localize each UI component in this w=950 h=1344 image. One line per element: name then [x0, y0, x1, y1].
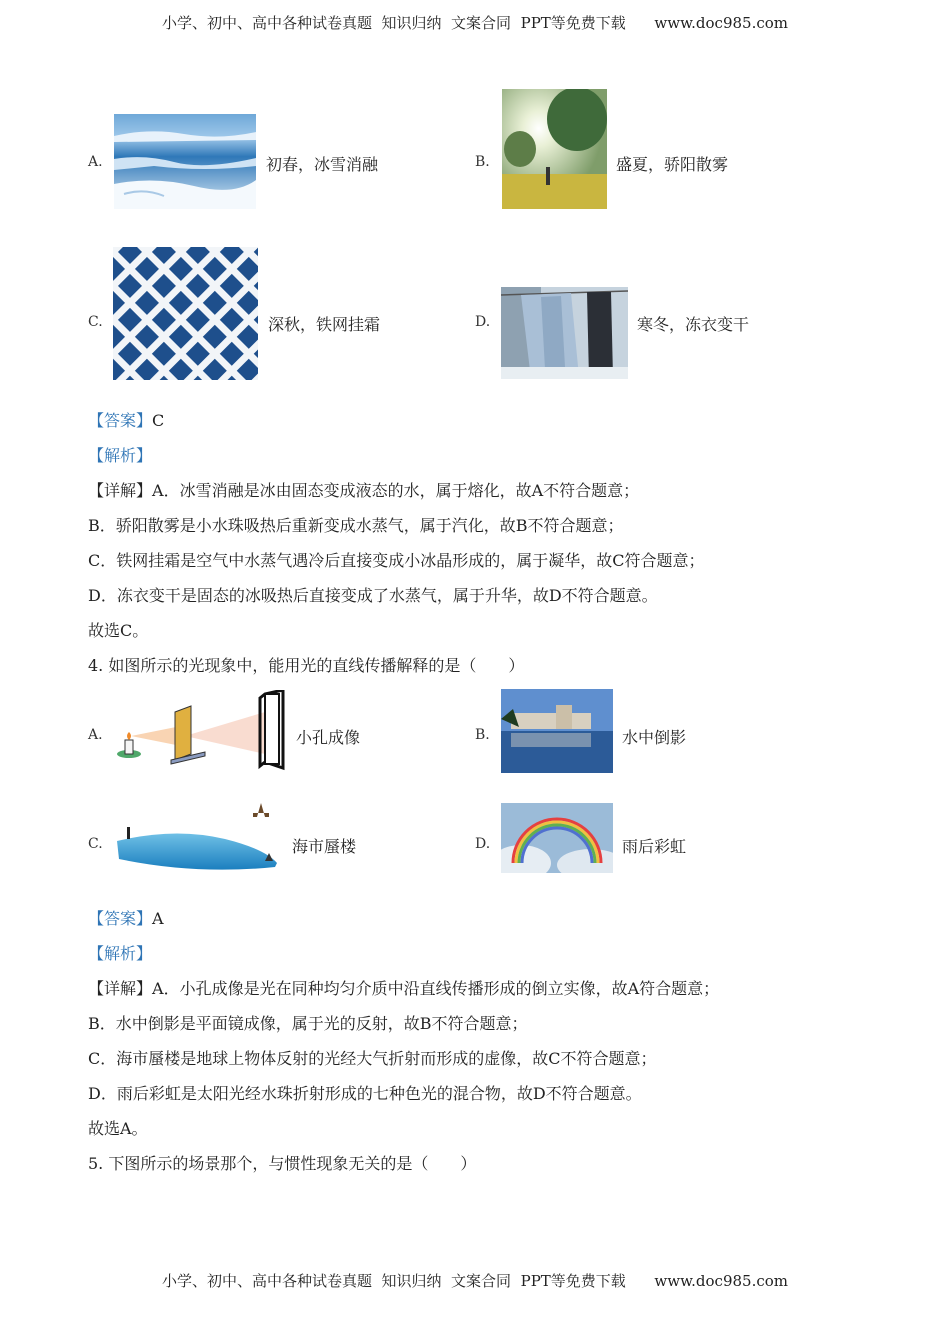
rainbow-image	[501, 803, 613, 873]
answer-tag: 【答案】	[88, 411, 153, 430]
q4-answer	[88, 906, 164, 929]
q3-option-a-label: A.	[88, 154, 103, 170]
answer-tag: 【答案】	[88, 909, 153, 928]
q3-option-d-label: D.	[475, 314, 491, 330]
q4-question: 4. 如图所示的光现象中，能用光的直线传播解释的是（ ）	[88, 656, 525, 675]
q4-option-a-label: A.	[88, 727, 103, 743]
mirage-image	[115, 797, 279, 871]
page-header	[0, 12, 950, 33]
q4-analysis	[88, 941, 152, 964]
water-reflection-image	[501, 689, 613, 773]
analysis-tag: 【解析】	[88, 446, 153, 465]
q3-analysis	[88, 443, 152, 466]
q4-option-a-caption: 小孔成像	[296, 728, 361, 747]
header-url: www.doc985.com	[654, 14, 788, 32]
q3-option-c-label: C.	[88, 314, 103, 330]
q4-conclusion: 故选A。	[88, 1119, 148, 1138]
q3-option-a-caption: 初春，冰雪消融	[266, 155, 379, 174]
q4-detail-line-2: B．水中倒影是平面镜成像，属于光的反射，故B不符合题意；	[88, 1014, 528, 1033]
q3-detail-line-1	[88, 478, 639, 501]
ice-melting-image	[114, 114, 256, 209]
q3-detail-line-3: C．铁网挂霜是空气中水蒸气遇冷后直接变成小冰晶形成的，属于凝华，故C符合题意；	[88, 551, 705, 570]
page-footer	[0, 1270, 950, 1291]
q3-detail-line-4: D．冻衣变干是固态的冰吸热后直接变成了水蒸气，属于升华，故D不符合题意。	[88, 586, 658, 605]
q3-option-b-caption: 盛夏，骄阳散雾	[616, 155, 729, 174]
q4-option-b-caption: 水中倒影	[622, 728, 687, 747]
q4-detail-line-3: C．海市蜃楼是地球上物体反射的光经大气折射而形成的虚像，故C不符合题意；	[88, 1049, 657, 1068]
frost-net-image	[113, 247, 258, 380]
q3-detail-line-2: B．骄阳散雾是小水珠吸热后重新变成水蒸气，属于汽化，故B不符合题意；	[88, 516, 624, 535]
frozen-clothes-image	[501, 287, 628, 379]
answer-value: A	[152, 909, 164, 928]
detail-text: A．冰雪消融是冰由固态变成液态的水，属于熔化，故A不符合题意；	[152, 481, 640, 500]
answer-value: C	[152, 411, 165, 430]
q3-conclusion: 故选C。	[88, 621, 149, 640]
q4-detail-line-4: D．雨后彩虹是太阳光经水珠折射形成的七种色光的混合物，故D不符合题意。	[88, 1084, 642, 1103]
analysis-tag: 【解析】	[88, 944, 153, 963]
q4-option-d-label: D.	[475, 836, 491, 852]
q3-option-c-caption: 深秋，铁网挂霜	[268, 315, 381, 334]
detail-tag: 【详解】	[88, 979, 153, 998]
footer-text: 小学、初中、高中各种试卷真题 知识归纳 文案合同 PPT等免费下载	[161, 1272, 626, 1290]
q4-option-c-label: C.	[88, 836, 103, 852]
q3-answer	[88, 408, 164, 431]
header-text: 小学、初中、高中各种试卷真题 知识归纳 文案合同 PPT等免费下载	[161, 14, 626, 32]
footer-url: www.doc985.com	[654, 1272, 788, 1290]
q5-question: 5. 下图所示的场景那个，与惯性现象无关的是（ ）	[88, 1154, 477, 1173]
detail-text: A．小孔成像是光在同种均匀介质中沿直线传播形成的倒立实像，故A符合题意；	[152, 979, 720, 998]
q4-option-b-label: B.	[475, 727, 490, 743]
q4-option-d-caption: 雨后彩虹	[622, 837, 687, 856]
sunny-fog-image	[502, 89, 607, 209]
q4-detail-line-1	[88, 976, 719, 999]
pinhole-camera-image	[115, 690, 287, 772]
q4-option-c-caption: 海市蜃楼	[292, 837, 357, 856]
detail-tag: 【详解】	[88, 481, 153, 500]
q3-option-d-caption: 寒冬，冻衣变干	[637, 315, 750, 334]
q3-option-b-label: B.	[475, 154, 490, 170]
